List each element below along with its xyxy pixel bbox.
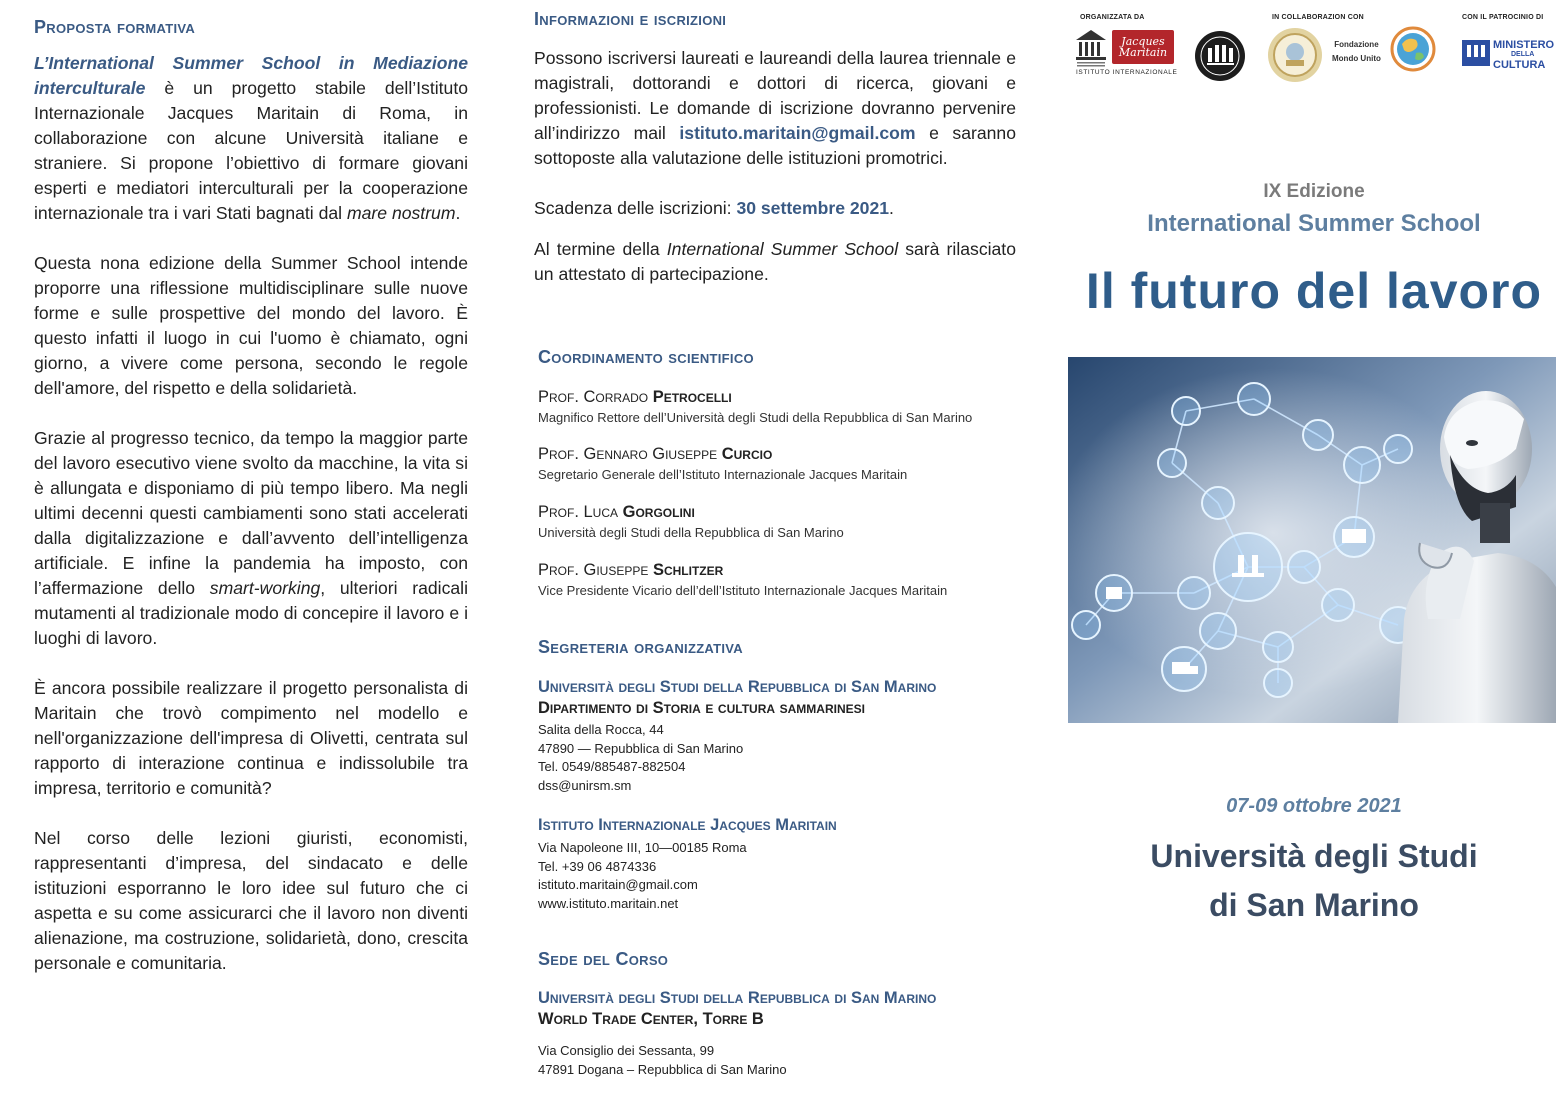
robot-network-illustration: [1068, 357, 1556, 723]
informazioni-body: [534, 46, 1016, 287]
professor-role: Università degli Studi della Repubblica di San Marino: [538, 525, 844, 540]
email-line[interactable]: istituto.maritain@gmail.com: [538, 877, 698, 892]
professor-name: [538, 561, 947, 580]
caption-collaborazione: IN COLLABORAZION CON: [1272, 14, 1364, 21]
venue-address: [538, 989, 936, 1079]
paragraph-3-text-a: Grazie al progresso tecnico, da tempo la maggior parte del lavoro esecutivo viene svolto da macchine, la vita si è allungata e disponiamo di più tempo libero. Ma negli ultimi decenni questi cambiamenti sono stati accelerati dalla digitalizzazione e dall’avvento dell’intelligenza artificiale. E infine la pandemia ha imposto, con l’affermazione dello: [34, 428, 468, 598]
deadline-date: 30 settembre 2021: [736, 198, 890, 218]
address-sub: World Trade Center, Torre B: [538, 1010, 764, 1028]
phone-line: Tel. +39 06 4874336: [538, 858, 657, 874]
section-title-coordinamento: Coordinamento scientifico: [538, 347, 754, 367]
address-sub: Dipartimento di Storia e cultura sammarinesi: [538, 699, 865, 717]
professor-role: Segretario Generale dell’Istituto Internazionale Jacques Maritain: [538, 467, 908, 482]
summer-school-name: L’International Summer School in Mediazione interculturale: [34, 53, 468, 98]
professor-surname: Petrocelli: [652, 388, 732, 406]
unesco-logo: [1074, 28, 1108, 68]
ministero-line-1: MINISTERO: [1493, 39, 1555, 51]
professor-role: Vice Presidente Vicario dell’dell’Istituto Internazionale Jacques Maritain: [538, 583, 948, 598]
fondazione-emblem-logo: [1266, 26, 1324, 84]
section-title-informazioni: Informazioni e iscrizioni: [534, 9, 727, 29]
address-head: Istituto Internazionale Jacques Maritain: [538, 816, 837, 834]
professor-prefix: Prof. Gennaro Giuseppe: [538, 445, 722, 463]
professor-prefix: Prof. Giuseppe: [538, 561, 653, 579]
website-line[interactable]: www.istituto.maritain.net: [538, 895, 679, 911]
secretary-address-1: [538, 678, 936, 795]
school-name: International Summer School: [1147, 210, 1481, 237]
professor-surname: Gorgolini: [622, 503, 695, 521]
paragraph-4: È ancora possibile realizzare il progetto personalista di Maritain che trovò compimento nel modello e nell'organizzazione dell'impresa di Olivetti, centrata sul rapporto di interazione continua e indissolubile tra impresa, territorio e comunità?: [34, 678, 468, 798]
course-dates: 07-09 ottobre 2021: [1226, 795, 1402, 817]
paragraph-1-end: .: [455, 203, 461, 223]
professor-name: [538, 388, 972, 407]
mare-nostrum: mare nostrum: [346, 203, 456, 223]
professor-name: [538, 503, 844, 522]
fondazione-line-1: Fondazione: [1334, 40, 1379, 49]
ministero-line-2: DELLA: [1511, 51, 1535, 58]
address-line: Via Napoleone III, 10—00185 Roma: [538, 840, 747, 855]
professor-entry: [538, 503, 844, 540]
smart-working: smart-working: [209, 578, 321, 598]
deadline-label: Scadenza delle iscrizioni:: [534, 198, 737, 218]
professor-entry: [538, 445, 907, 482]
proposta-body: [34, 51, 468, 976]
mic-logo: [1462, 40, 1490, 66]
course-place-line-2: di San Marino: [1209, 887, 1419, 923]
address-head: Università degli Studi della Repubblica di San Marino: [538, 989, 937, 1007]
professor-prefix: Prof. Luca: [538, 503, 623, 521]
ministero-line-3: CULTURA: [1493, 59, 1546, 71]
paragraph-1: [34, 51, 468, 226]
caption-patrocinio: CON IL PATROCINIO DI: [1462, 14, 1544, 21]
course-place-line-1: Università degli Studi: [1150, 838, 1478, 874]
paragraph-3-text-b: , ulteriori radicali mutamenti al tradizionale modo di concepire il lavoro e i luoghi di lavoro.: [34, 578, 468, 648]
email-line[interactable]: dss@unirsm.sm: [538, 777, 632, 793]
professor-prefix: Prof. Corrado: [538, 388, 653, 406]
info-paragraph: [534, 46, 1016, 171]
professor-surname: Schlitzer: [652, 561, 724, 579]
deadline-end: .: [889, 198, 894, 218]
cert-text-a: Al termine della: [534, 239, 667, 259]
email-link[interactable]: istituto.maritain@gmail.com: [679, 123, 916, 143]
section-title-proposta: Proposta formativa: [34, 17, 196, 37]
paragraph-1-text: è un progetto stabile dell’Istituto Internazionale Jacques Maritain di Roma, in collaborazione con alcune Università italiane e straniere. Si propone l’obiettivo di formare giovani esperti e mediatori interculturali per la cooperazione internazionale tra i vari Stati bagnati dal: [34, 78, 468, 223]
address-head: Università degli Studi della Repubblica di San Marino: [538, 678, 937, 696]
istituto-caption: ISTITUTO INTERNAZIONALE: [1076, 69, 1178, 76]
address-line: 47891 Dogana – Repubblica di San Marino: [538, 1061, 787, 1077]
main-title: Il futuro del lavoro: [1085, 263, 1543, 319]
address-line: Via Consiglio dei Sessanta, 99: [538, 1043, 715, 1058]
info-text-a: Possono iscriversi laureati e laureandi della laurea triennale e magistrali, dottorandi e dottori di ricerca, giovani e professionisti. Le domande di iscrizione dovranno pervenire all’indirizzo mail: [534, 48, 1016, 143]
professor-name: [538, 445, 907, 464]
paragraph-5: Nel corso delle lezioni giuristi, economisti, rappresentanti d’impresa, del sindacato e delle istituzioni esporranno le loro idee sul futuro che ci aspetta e su come assicurarci che il lavoro non diventi alienazione, ma costruzione, solidarietà, dono, crescita personale e comunitaria.: [34, 828, 468, 973]
address-line: Salita della Rocca, 44: [538, 722, 664, 737]
section-title-segreteria: Segreteria organizzativa: [538, 637, 744, 657]
column-cover: [1060, 0, 1568, 1109]
phone-line: Tel. 0549/885487-882504: [538, 759, 686, 774]
cert-school-name: International Summer School: [666, 239, 899, 259]
paragraph-2: Questa nona edizione della Summer School intende proporre una riflessione multidisciplinare sulle nuove forme e sulle prospettive del mondo del lavoro. È questo infatti il luogo in cui l'uomo è chiamato, ogni giorno, a vivere come persona, secondo le regole dell'amore, del rispetto e della solidarietà.: [34, 253, 468, 398]
ministero-text: [1493, 40, 1554, 70]
professor-surname: Curcio: [721, 445, 773, 463]
professor-entry: [538, 388, 972, 425]
globe-logo: [1390, 26, 1436, 72]
section-title-sede: Sede del Corso: [538, 949, 669, 969]
paragraph-3: [34, 426, 468, 651]
fondazione-line-2: Mondo Unito: [1332, 54, 1381, 63]
maritain-logo: [1112, 30, 1174, 64]
cert-text-b: sarà rilasciato un attestato di partecipazione.: [534, 239, 1016, 284]
caption-organizzata: ORGANIZZATA DA: [1080, 14, 1145, 21]
maritain-logo-text: Jacques Maritain: [1118, 35, 1168, 59]
secretary-address-2: [538, 816, 837, 913]
deadline-line: [534, 196, 1016, 221]
edition-label: IX Edizione: [1263, 181, 1365, 202]
professor-entry: [538, 561, 947, 598]
professor-role: Magnifico Rettore dell’Università degli Studi della Repubblica di San Marino: [538, 410, 973, 425]
fondazione-mondo-unito-text: [1332, 38, 1381, 66]
certificate-paragraph: [534, 237, 1016, 287]
info-text-b: e saranno sottoposte alla valutazione delle istituzioni promotrici.: [534, 123, 1016, 168]
address-line: 47890 — Repubblica di San Marino: [538, 740, 744, 756]
university-seal-logo: [1194, 30, 1246, 82]
